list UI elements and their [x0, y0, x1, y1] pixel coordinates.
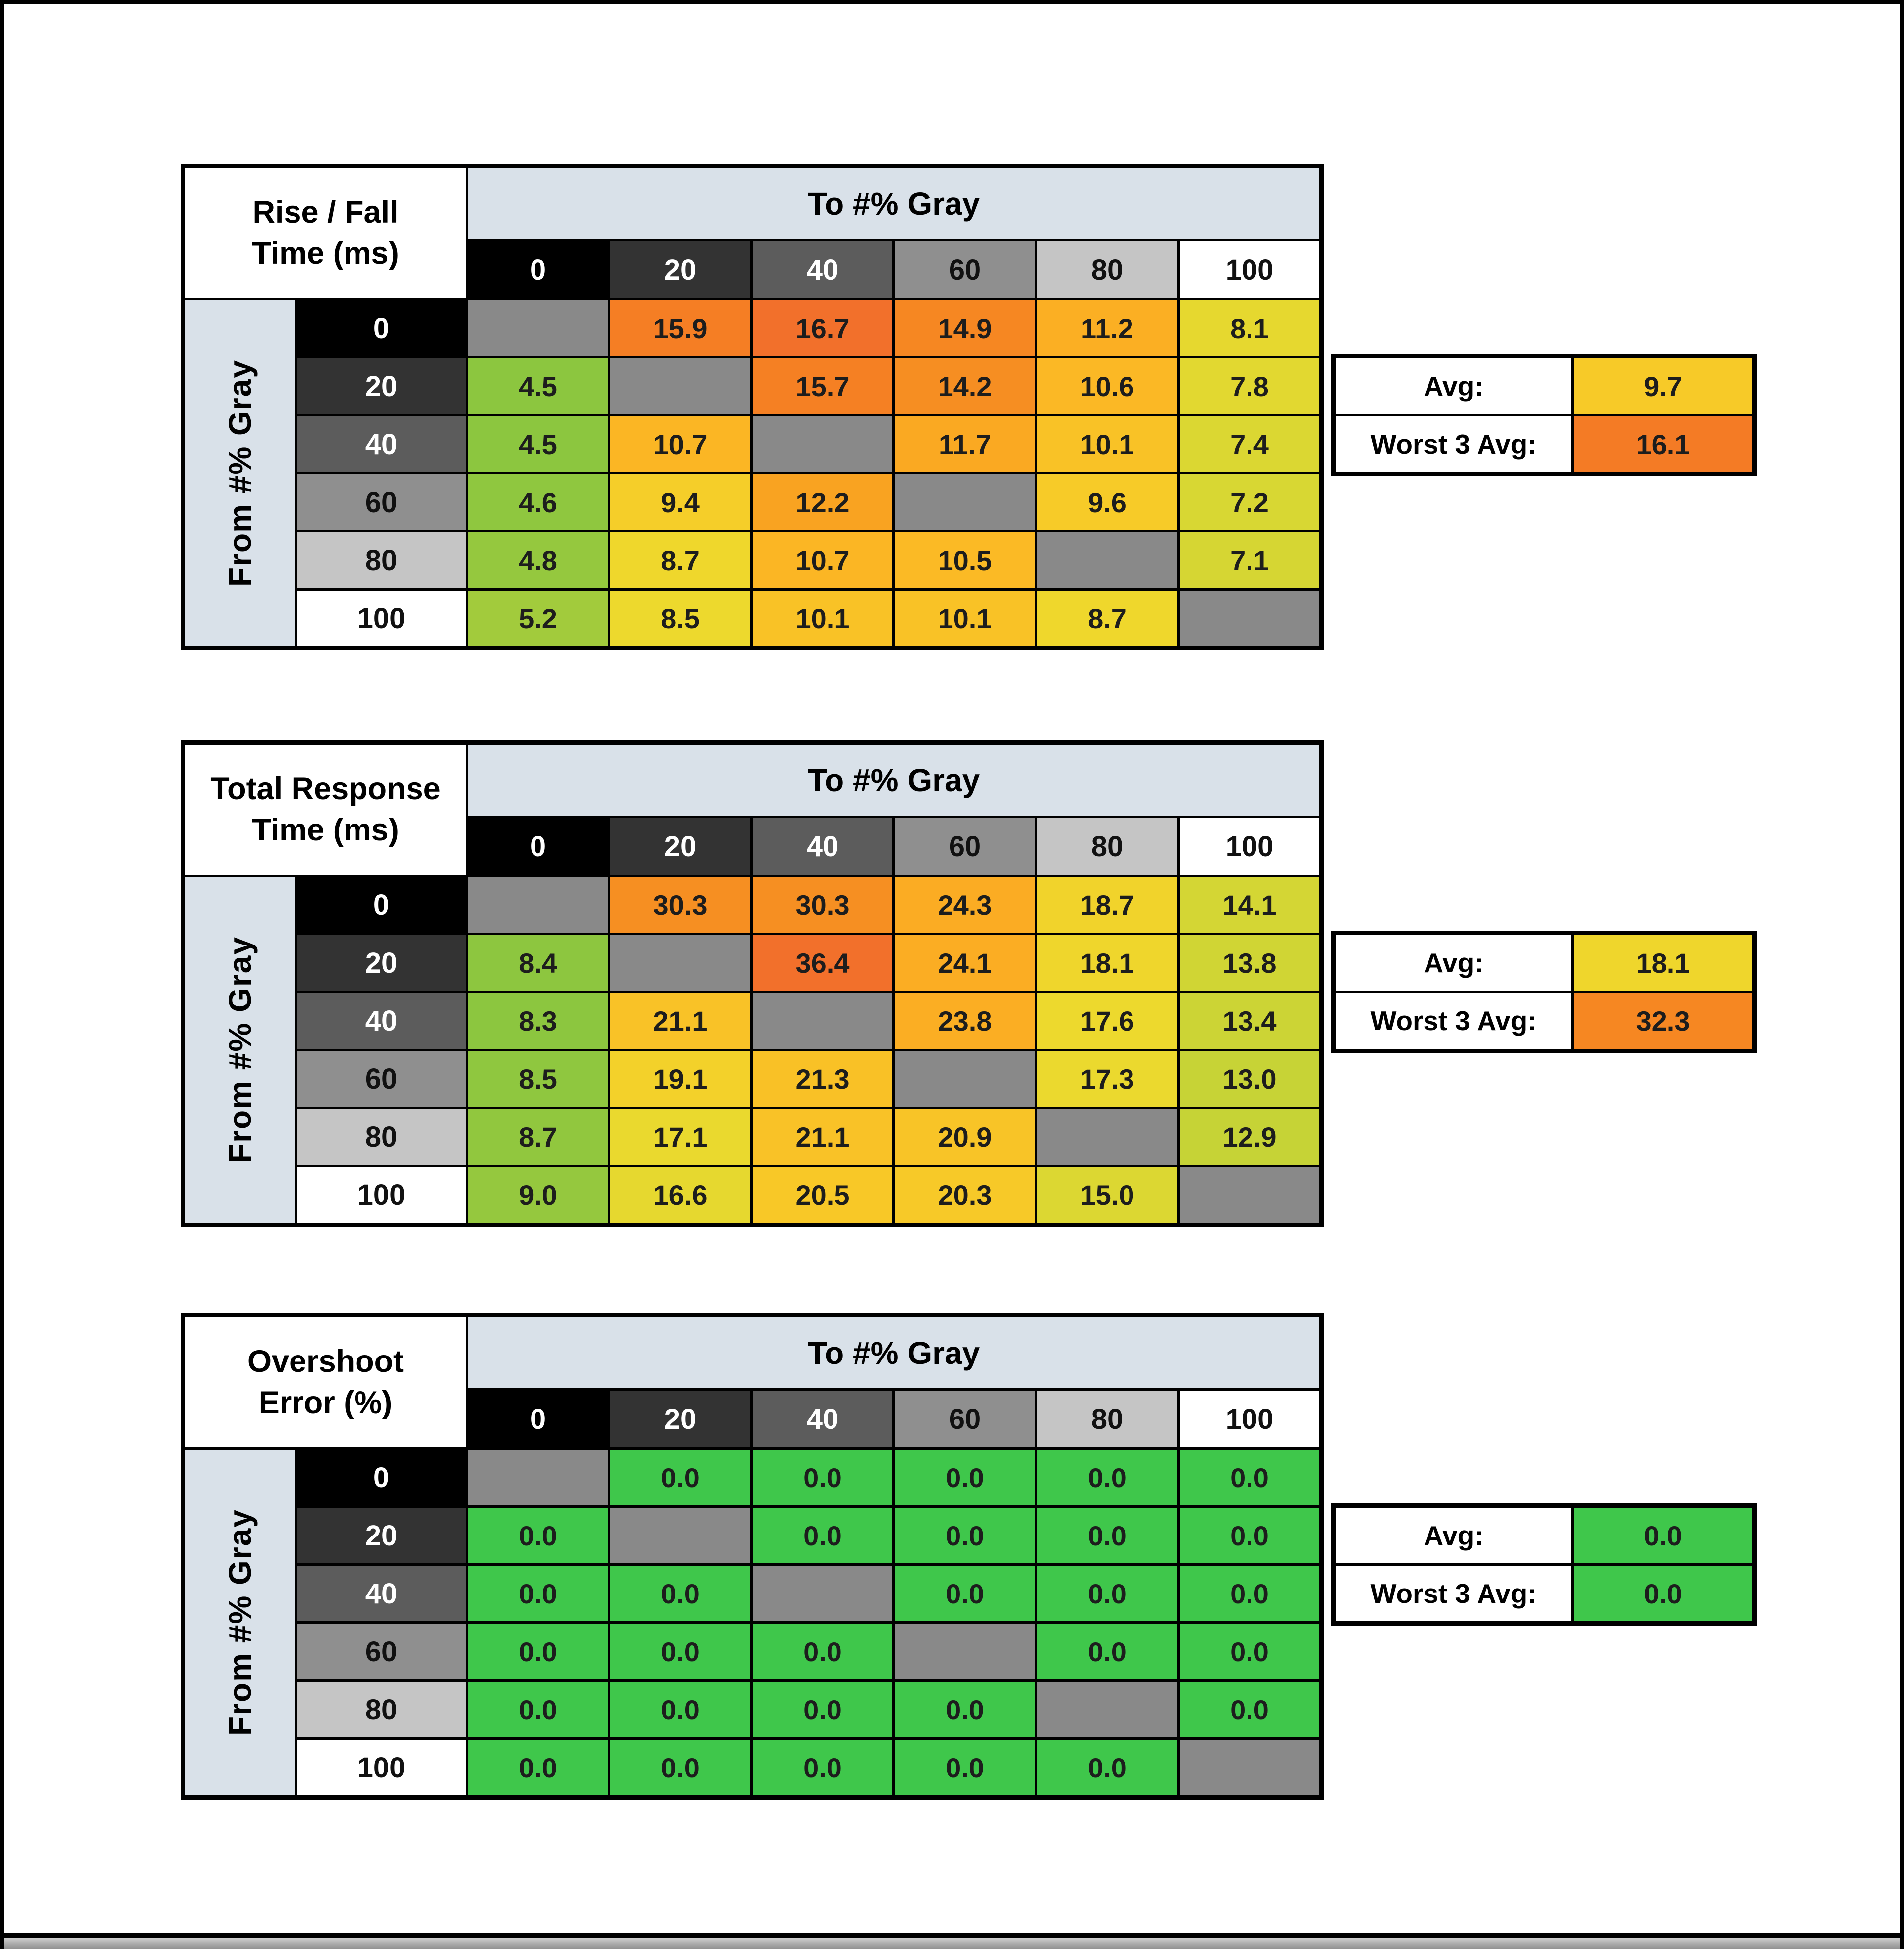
- col-header-60: 60: [895, 818, 1035, 875]
- col-header-100: 100: [1180, 241, 1319, 298]
- cell-from100-to20: 8.5: [610, 591, 750, 646]
- from-gray-axis-label: From #% Gray: [185, 877, 295, 1223]
- cell-from40-to100: 0.0: [1180, 1566, 1319, 1621]
- cell-from80-to0: 8.7: [468, 1109, 608, 1165]
- cell-from80-to60: 20.9: [895, 1109, 1035, 1165]
- cell-from80-to20: 0.0: [610, 1682, 750, 1737]
- cell-from100-to0: 5.2: [468, 591, 608, 646]
- row-header-100: 100: [297, 1167, 466, 1223]
- cell-from100-to100: [1180, 591, 1319, 646]
- avg-value: 0.0: [1574, 1508, 1752, 1563]
- col-header-0: 0: [468, 241, 608, 298]
- cell-from20-to40: 15.7: [753, 358, 892, 414]
- cell-from80-to40: 10.7: [753, 532, 892, 588]
- cell-from0-to40: 30.3: [753, 877, 892, 933]
- cell-from80-to40: 21.1: [753, 1109, 892, 1165]
- cell-from100-to60: 10.1: [895, 591, 1035, 646]
- cell-from0-to20: 0.0: [610, 1450, 750, 1505]
- cell-from80-to0: 4.8: [468, 532, 608, 588]
- cell-from60-to40: 21.3: [753, 1051, 892, 1107]
- cell-from60-to80: 17.3: [1037, 1051, 1177, 1107]
- to-gray-axis-label: To #% Gray: [468, 168, 1319, 239]
- cell-from40-to80: 10.1: [1037, 416, 1177, 472]
- cell-from100-to80: 15.0: [1037, 1167, 1177, 1223]
- cell-from100-to60: 0.0: [895, 1740, 1035, 1795]
- total-response-time-summary-box: [1331, 931, 1757, 1053]
- worst3-avg-label: Worst 3 Avg:: [1336, 416, 1571, 472]
- table-title: [185, 745, 466, 875]
- row-header-80: 80: [297, 1682, 466, 1737]
- cell-from100-to80: 8.7: [1037, 591, 1177, 646]
- cell-from0-to0: [468, 1450, 608, 1505]
- cell-from20-to80: 10.6: [1037, 358, 1177, 414]
- cell-from40-to60: 0.0: [895, 1566, 1035, 1621]
- cell-from100-to40: 0.0: [753, 1740, 892, 1795]
- table-overshoot-error: [181, 1313, 1682, 1800]
- cell-from0-to40: 0.0: [753, 1450, 892, 1505]
- cell-from80-to20: 8.7: [610, 532, 750, 588]
- cell-from100-to40: 10.1: [753, 591, 892, 646]
- cell-from40-to40: [753, 993, 892, 1049]
- avg-label: Avg:: [1336, 358, 1571, 414]
- total-response-time-grid: [181, 740, 1324, 1227]
- cell-from20-to60: 0.0: [895, 1508, 1035, 1563]
- table-title-line2: Error (%): [258, 1385, 393, 1420]
- avg-label: Avg:: [1336, 1508, 1571, 1563]
- cell-from80-to80: [1037, 1682, 1177, 1737]
- cell-from20-to100: 0.0: [1180, 1508, 1319, 1563]
- cell-from20-to100: 7.8: [1180, 358, 1319, 414]
- cell-from60-to0: 0.0: [468, 1624, 608, 1679]
- col-header-20: 20: [610, 1391, 750, 1447]
- avg-value: 9.7: [1574, 358, 1752, 414]
- col-header-40: 40: [753, 241, 892, 298]
- cell-from80-to20: 17.1: [610, 1109, 750, 1165]
- cell-from60-to0: 4.6: [468, 474, 608, 530]
- cell-from20-to20: [610, 935, 750, 991]
- row-header-0: 0: [297, 1450, 466, 1505]
- cell-from20-to100: 13.8: [1180, 935, 1319, 991]
- col-header-20: 20: [610, 241, 750, 298]
- cell-from100-to80: 0.0: [1037, 1740, 1177, 1795]
- cell-from100-to20: 16.6: [610, 1167, 750, 1223]
- cell-from0-to20: 15.9: [610, 300, 750, 356]
- cell-from20-to0: 8.4: [468, 935, 608, 991]
- col-header-60: 60: [895, 241, 1035, 298]
- cell-from40-to40: [753, 416, 892, 472]
- cell-from40-to20: 0.0: [610, 1566, 750, 1621]
- rise-fall-time-summary-box: [1331, 354, 1757, 476]
- cell-from20-to0: 4.5: [468, 358, 608, 414]
- cell-from100-to0: 0.0: [468, 1740, 608, 1795]
- row-header-0: 0: [297, 300, 466, 356]
- cell-from80-to60: 0.0: [895, 1682, 1035, 1737]
- col-header-80: 80: [1037, 1391, 1177, 1447]
- row-header-80: 80: [297, 532, 466, 588]
- cell-from60-to40: 12.2: [753, 474, 892, 530]
- to-gray-axis-label: To #% Gray: [468, 745, 1319, 816]
- row-header-100: 100: [297, 1740, 466, 1795]
- cell-from80-to100: 12.9: [1180, 1109, 1319, 1165]
- cell-from40-to100: 7.4: [1180, 416, 1319, 472]
- cell-from100-to100: [1180, 1740, 1319, 1795]
- avg-label: Avg:: [1336, 935, 1571, 991]
- cell-from40-to20: 10.7: [610, 416, 750, 472]
- col-header-80: 80: [1037, 818, 1177, 875]
- col-header-20: 20: [610, 818, 750, 875]
- worst3-avg-label: Worst 3 Avg:: [1336, 993, 1571, 1049]
- cell-from20-to0: 0.0: [468, 1508, 608, 1563]
- cell-from20-to80: 18.1: [1037, 935, 1177, 991]
- row-header-40: 40: [297, 993, 466, 1049]
- row-header-40: 40: [297, 1566, 466, 1621]
- cell-from0-to0: [468, 877, 608, 933]
- cell-from40-to40: [753, 1566, 892, 1621]
- cell-from60-to100: 7.2: [1180, 474, 1319, 530]
- cell-from100-to60: 20.3: [895, 1167, 1035, 1223]
- row-header-20: 20: [297, 358, 466, 414]
- cell-from40-to80: 0.0: [1037, 1566, 1177, 1621]
- col-header-40: 40: [753, 818, 892, 875]
- cell-from40-to80: 17.6: [1037, 993, 1177, 1049]
- cell-from0-to0: [468, 300, 608, 356]
- row-header-60: 60: [297, 1051, 466, 1107]
- cell-from20-to80: 0.0: [1037, 1508, 1177, 1563]
- table-title-line1: Total Response: [210, 771, 441, 806]
- row-header-80: 80: [297, 1109, 466, 1165]
- cell-from60-to100: 0.0: [1180, 1624, 1319, 1679]
- row-header-60: 60: [297, 1624, 466, 1679]
- cell-from40-to20: 21.1: [610, 993, 750, 1049]
- row-header-60: 60: [297, 474, 466, 530]
- cell-from0-to80: 0.0: [1037, 1450, 1177, 1505]
- table-title-line1: Rise / Fall: [252, 194, 399, 230]
- overshoot-error-summary-box: [1331, 1503, 1757, 1626]
- from-gray-axis-label: From #% Gray: [185, 1450, 295, 1795]
- col-header-80: 80: [1037, 241, 1177, 298]
- cell-from60-to60: [895, 1051, 1035, 1107]
- cell-from80-to60: 10.5: [895, 532, 1035, 588]
- worst3-avg-value: 16.1: [1574, 416, 1752, 472]
- table-title-line1: Overshoot: [247, 1344, 404, 1379]
- cell-from60-to80: 9.6: [1037, 474, 1177, 530]
- cell-from60-to20: 19.1: [610, 1051, 750, 1107]
- cell-from60-to80: 0.0: [1037, 1624, 1177, 1679]
- horizontal-scrollbar[interactable]: [0, 1933, 1904, 1949]
- cell-from40-to60: 11.7: [895, 416, 1035, 472]
- avg-value: 18.1: [1574, 935, 1752, 991]
- cell-from40-to0: 8.3: [468, 993, 608, 1049]
- to-gray-axis-label: To #% Gray: [468, 1317, 1319, 1388]
- cell-from100-to0: 9.0: [468, 1167, 608, 1223]
- cell-from0-to60: 0.0: [895, 1450, 1035, 1505]
- table-title: [185, 168, 466, 298]
- cell-from60-to20: 0.0: [610, 1624, 750, 1679]
- cell-from0-to80: 18.7: [1037, 877, 1177, 933]
- rise-fall-time-grid: [181, 164, 1324, 650]
- col-header-100: 100: [1180, 818, 1319, 875]
- cell-from0-to100: 0.0: [1180, 1450, 1319, 1505]
- row-header-100: 100: [297, 591, 466, 646]
- col-header-0: 0: [468, 1391, 608, 1447]
- cell-from0-to60: 24.3: [895, 877, 1035, 933]
- worst3-avg-value: 32.3: [1574, 993, 1752, 1049]
- worst3-avg-value: 0.0: [1574, 1566, 1752, 1621]
- row-header-0: 0: [297, 877, 466, 933]
- cell-from40-to0: 4.5: [468, 416, 608, 472]
- cell-from80-to80: [1037, 532, 1177, 588]
- cell-from60-to60: [895, 474, 1035, 530]
- cell-from40-to0: 0.0: [468, 1566, 608, 1621]
- row-header-20: 20: [297, 935, 466, 991]
- cell-from20-to20: [610, 1508, 750, 1563]
- from-gray-axis-label: From #% Gray: [185, 300, 295, 646]
- col-header-100: 100: [1180, 1391, 1319, 1447]
- cell-from0-to40: 16.7: [753, 300, 892, 356]
- row-header-40: 40: [297, 416, 466, 472]
- cell-from100-to100: [1180, 1167, 1319, 1223]
- table-total-response-time: [181, 740, 1690, 1227]
- cell-from0-to60: 14.9: [895, 300, 1035, 356]
- cell-from0-to20: 30.3: [610, 877, 750, 933]
- table-title-line2: Time (ms): [252, 813, 399, 847]
- cell-from20-to40: 36.4: [753, 935, 892, 991]
- cell-from100-to40: 20.5: [753, 1167, 892, 1223]
- cell-from100-to20: 0.0: [610, 1740, 750, 1795]
- table-rise-fall-time: [181, 164, 1690, 650]
- cell-from60-to100: 13.0: [1180, 1051, 1319, 1107]
- cell-from60-to60: [895, 1624, 1035, 1679]
- cell-from20-to60: 24.1: [895, 935, 1035, 991]
- cell-from0-to80: 11.2: [1037, 300, 1177, 356]
- cell-from20-to40: 0.0: [753, 1508, 892, 1563]
- cell-from40-to100: 13.4: [1180, 993, 1319, 1049]
- cell-from80-to100: 0.0: [1180, 1682, 1319, 1737]
- cell-from80-to0: 0.0: [468, 1682, 608, 1737]
- cell-from60-to20: 9.4: [610, 474, 750, 530]
- col-header-40: 40: [753, 1391, 892, 1447]
- cell-from60-to40: 0.0: [753, 1624, 892, 1679]
- cell-from80-to100: 7.1: [1180, 532, 1319, 588]
- cell-from20-to60: 14.2: [895, 358, 1035, 414]
- cell-from80-to80: [1037, 1109, 1177, 1165]
- cell-from0-to100: 14.1: [1180, 877, 1319, 933]
- cell-from60-to0: 8.5: [468, 1051, 608, 1107]
- cell-from40-to60: 23.8: [895, 993, 1035, 1049]
- cell-from80-to40: 0.0: [753, 1682, 892, 1737]
- cell-from0-to100: 8.1: [1180, 300, 1319, 356]
- table-title: [185, 1317, 466, 1447]
- col-header-60: 60: [895, 1391, 1035, 1447]
- table-title-line2: Time (ms): [252, 236, 399, 271]
- col-header-0: 0: [468, 818, 608, 875]
- row-header-20: 20: [297, 1508, 466, 1563]
- cell-from20-to20: [610, 358, 750, 414]
- worst3-avg-label: Worst 3 Avg:: [1336, 1566, 1571, 1621]
- overshoot-error-grid: [181, 1313, 1324, 1800]
